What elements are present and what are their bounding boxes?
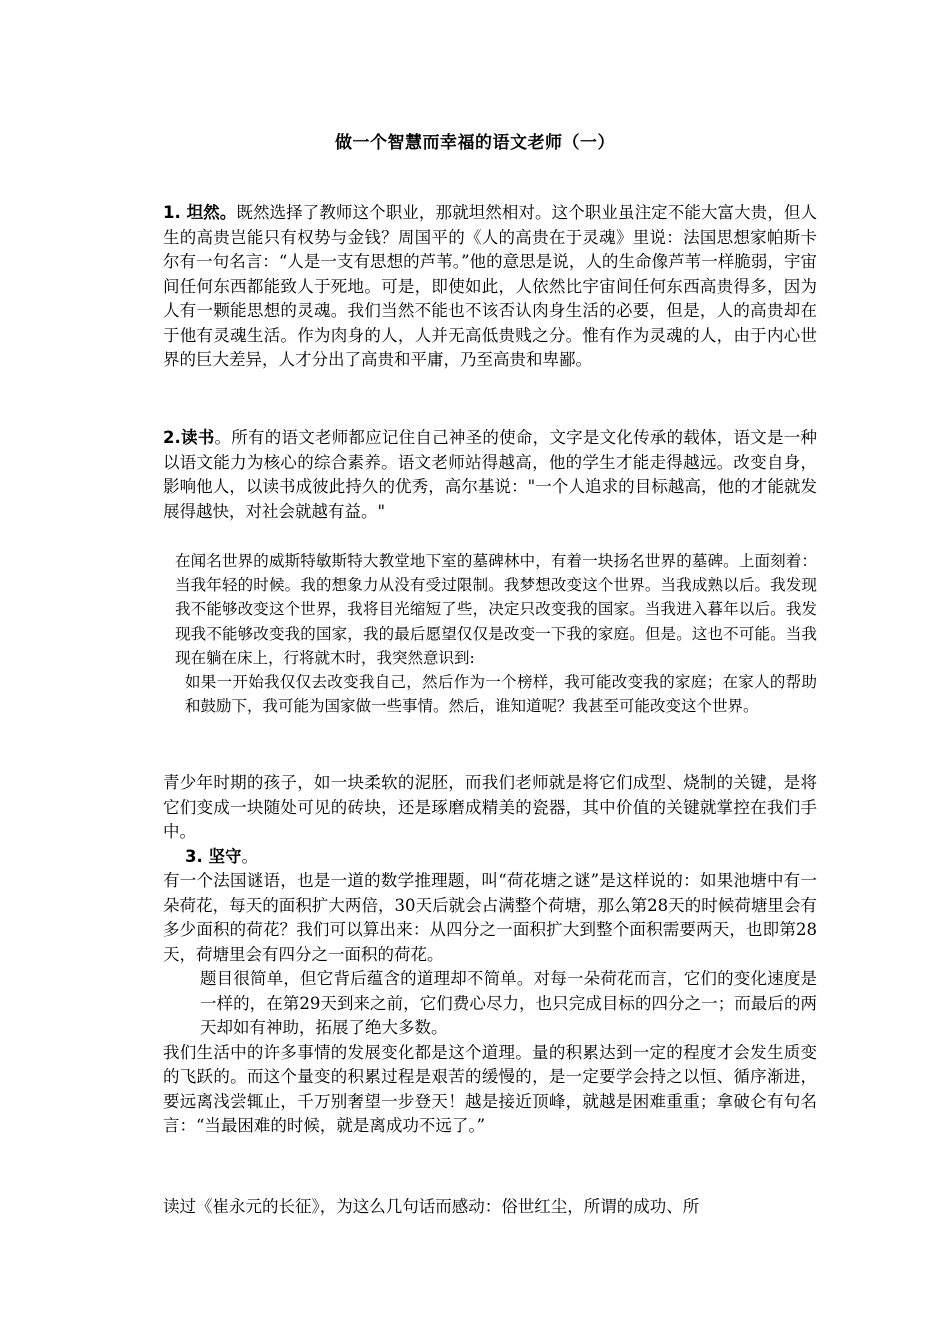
- section-2-paragraph: [145, 426, 817, 524]
- section-2-text: 。所有的语文老师都应记住自己神圣的使命，文字是文化传承的载体，语文是一种以语文能力为核心的综合素养。语文老师站得越高，他的学生才能走得越远。改变自身，影响他人，以读书成彼此持久的优秀，高尔基说："一个人追求的目标越高，他的才能就发展得越快，对社会就越有益。": [163, 428, 818, 521]
- epitaph-block: [145, 549, 817, 718]
- riddle-paragraph: 有一个法国谜语，也是一道的数学推理题，叫“荷花塘之谜”是这样说的：如果池塘中有一朵荷花，每天的面积扩大两倍，30天后就会占满整个荷塘，那么第28天的时候荷塘里会有多少面积的荷花？我们可以算出来：从四分之一面积扩大到整个面积需要两天，也即第28天，荷塘里会有四分之一面积的荷花。: [163, 871, 817, 964]
- closing-paragraph: 读过《崔永元的长征》，为这么几句话而感动：俗世红尘，所谓的成功、所: [163, 1197, 700, 1216]
- section-1: [145, 201, 817, 373]
- lesson-paragraph: 我们生活中的许多事情的发展变化都是这个道理。量的积累达到一定的程度才会发生质变的飞跃的。而这个量变的积累过程是艰苦的缓慢的，是一定要学会持之以恒、循序渐进，要远离浅尝辄止，千万别奢望一步登天！越是接近顶峰，就越是困难重重；拿破仑有句名言：“当最困难的时候，就是离成功不远了。”: [163, 1042, 817, 1135]
- section-1-paragraph: [145, 201, 817, 373]
- page-title: 做一个智慧而幸福的语文老师（一）: [335, 133, 615, 153]
- section-3-heading: 3. 坚守: [185, 846, 242, 866]
- explain-paragraph: 题目很简单，但它背后蕴含的道理却不简单。对每一朵荷花而言，它们的变化速度是一样的，在第29天到来之前，它们费心尽力，也只完成目标的四分之一；而最后的两天却如有神助，拓展了绝大多数。: [200, 969, 817, 1037]
- section-2-heading: 2.读书: [163, 428, 215, 447]
- section-3: [145, 771, 817, 1139]
- section-2: [145, 426, 817, 524]
- section-3-heading-suffix: 。: [241, 846, 258, 866]
- closing-block: [145, 1195, 817, 1220]
- epitaph-paragraph-2: 如果一开始我仅仅去改变我自己，然后作为一个榜样，我可能改变我的家庭；在家人的帮助和鼓励下，我可能为国家做一些事情。然后，谁知道呢？我甚至可能改变这个世界。: [185, 673, 817, 716]
- section-1-text: 既然选择了教师这个职业，那就坦然相对。这个职业虽注定不能大富大贵，但人生的高贵岂能只有权势与金钱？周国平的《人的高贵在于灵魂》里说：法国思想家帕斯卡尔有一句名言：“人是一支有思想的芦苇。”他的意思是说，人的生命像芦苇一样脆弱，宇宙间任何东西都能致人于死地。可是，即使如此，人依然比宇宙间任何东西高贵得多，因为人有一颗能思想的灵魂。我们当然不能也不该否认肉身生活的必要，但是，人的高贵却在于他有灵魂生活。作为肉身的人，人并无高低贵贱之分。惟有作为灵魂的人，由于内心世界的巨大差异，人才分出了高贵和平庸，乃至高贵和卑鄙。: [163, 203, 818, 369]
- epitaph-paragraph-1: 在闻名世界的威斯特敏斯特大教堂地下室的墓碑林中，有着一块扬名世界的墓碑。上面刻着：当我年轻的时候。我的想象力从没有受过限制。我梦想改变这个世界。当我成熟以后。我发现我不能够改变这个世界，我将目光缩短了些，决定只改变我的国家。当我进入暮年以后。我发现我不能够改变我的国家，我的最后愿望仅仅是改变一下我的家庭。但是。这也不可能。当我现在躺在床上，行将就木时，我突然意识到:: [175, 552, 817, 667]
- youth-paragraph: 青少年时期的孩子，如一块柔软的泥胚，而我们老师就是将它们成型、烧制的关键，是将它们变成一块随处可见的砖块，还是琢磨成精美的瓷器，其中价值的关键就掌控在我们手中。: [163, 773, 817, 841]
- section-1-heading: 1. 坦然。: [163, 203, 237, 222]
- section-3-heading-line: [145, 845, 817, 870]
